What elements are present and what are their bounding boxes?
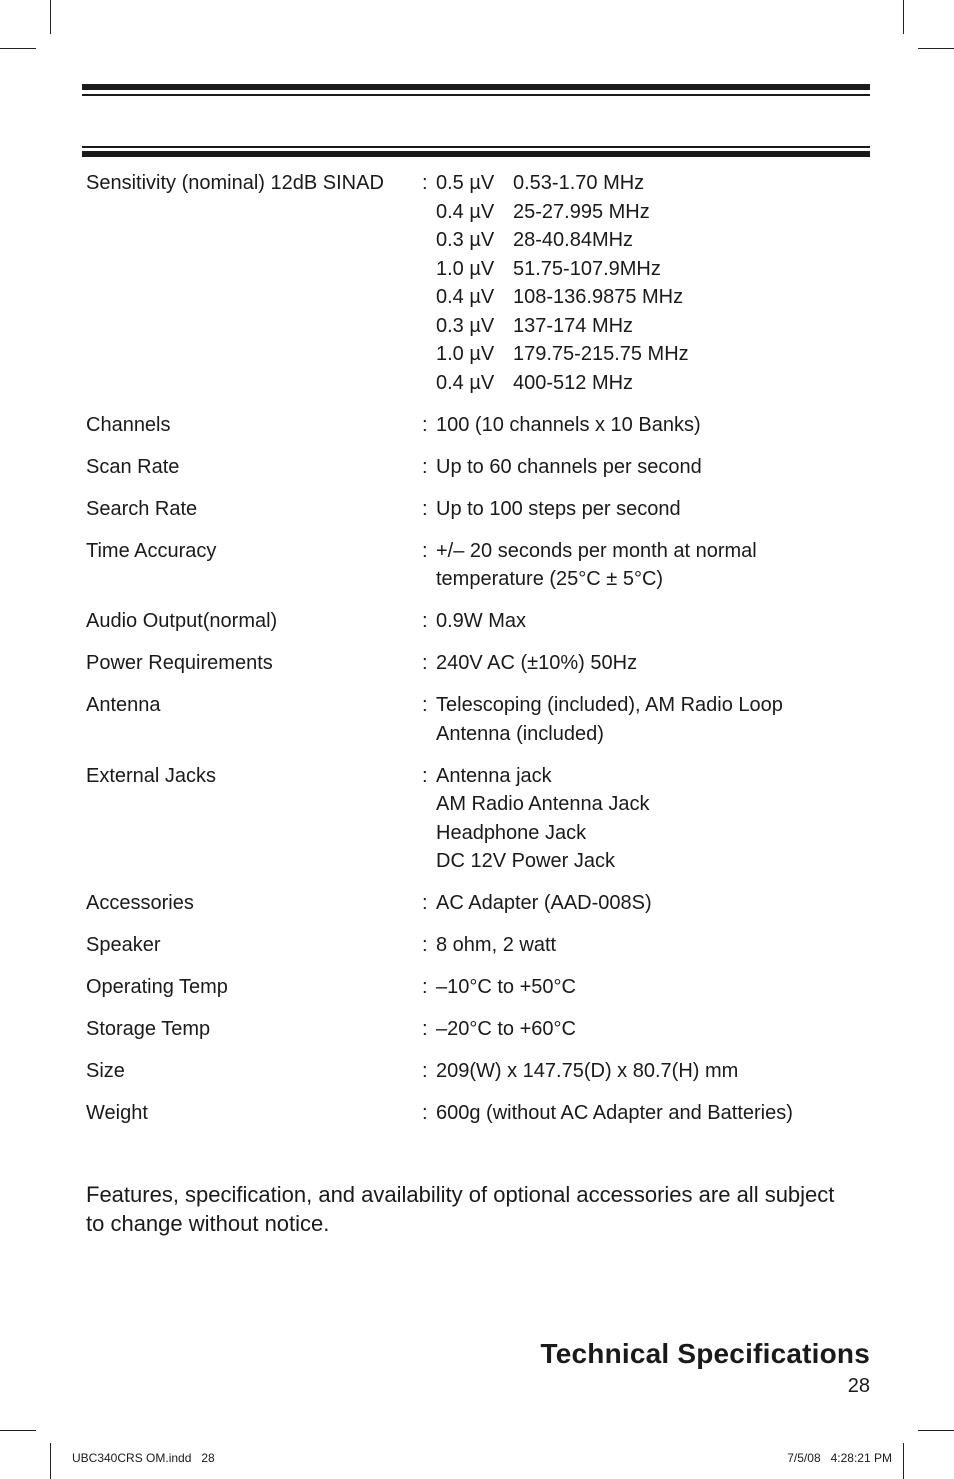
spec-value-line: Antenna (included): [436, 722, 604, 745]
sensitivity-line: [436, 169, 876, 198]
sensitivity-line: [436, 198, 876, 227]
crop-mark: [918, 1430, 954, 1431]
spec-value-line: AM Radio Antenna Jack: [436, 793, 650, 815]
change-notice: Features, specification, and availability of optional accessories are all subject to change without notice.: [86, 1182, 835, 1236]
spec-value-line: 100 (10 channels x 10 Banks): [436, 413, 701, 436]
spec-colon: :: [422, 497, 428, 520]
sensitivity-level: 0.4 µV: [436, 286, 495, 308]
specs-table: [86, 169, 876, 1141]
spec-value-line: –20°C to +60°C: [436, 1018, 576, 1040]
spec-value-line: DC 12V Power Jack: [436, 850, 615, 872]
spec-row-speaker: [86, 931, 876, 960]
spec-value: [436, 762, 876, 876]
spec-value: [436, 607, 876, 636]
spec-colon: :: [422, 652, 428, 674]
spec-label: Weight: [86, 1102, 148, 1124]
spec-label: Antenna: [86, 694, 161, 716]
spec-value-line: +/– 20 seconds per month at normal: [436, 539, 757, 562]
spec-value: [436, 495, 876, 524]
spec-value-line: Headphone Jack: [436, 821, 587, 844]
spec-value-line: Up to 60 channels per second: [436, 455, 702, 478]
crop-mark: [903, 1443, 904, 1479]
spec-value-line: 8 ohm, 2 watt: [436, 934, 557, 956]
spec-label: Size: [86, 1060, 125, 1082]
spec-row-power-requirements: [86, 649, 876, 678]
spec-value-line: 0.9W Max: [436, 610, 527, 632]
sensitivity-line: [436, 369, 876, 398]
spec-value-line: –10°C to +50°C: [436, 976, 576, 998]
sensitivity-range: 51.75-107.9MHz: [513, 257, 661, 280]
sensitivity-range: 0.53-1.70 MHz: [513, 172, 645, 194]
spec-label: Channels: [86, 413, 171, 436]
spec-row-external-jacks: [86, 762, 876, 876]
spec-label: Operating Temp: [86, 976, 228, 998]
sensitivity-level: 0.4 µV: [436, 371, 495, 394]
sensitivity-range: 25-27.995 MHz: [513, 200, 650, 223]
spec-colon: :: [422, 610, 428, 632]
spec-colon: :: [422, 1102, 428, 1124]
crop-mark: [903, 0, 904, 34]
crop-mark: [0, 1430, 36, 1431]
spec-row-size: [86, 1057, 876, 1086]
spec-label: Accessories: [86, 892, 194, 914]
sensitivity-range: 28-40.84MHz: [513, 229, 634, 251]
sensitivity-range: 137-174 MHz: [513, 314, 634, 337]
spec-colon: :: [422, 1018, 428, 1040]
sensitivity-level: 0.3 µV: [436, 314, 495, 337]
sensitivity-level: 1.0 µV: [436, 343, 495, 365]
spec-row-channels: [86, 411, 876, 440]
spec-value-line: Telescoping (included), AM Radio Loop: [436, 694, 783, 716]
footer-file-info: UBC340CRS OM.indd 28: [72, 1451, 215, 1465]
crop-mark: [0, 48, 36, 49]
spec-row-search-rate: [86, 495, 876, 524]
spec-colon: :: [422, 934, 428, 956]
spec-value-line: 240V AC (±10%) 50Hz: [436, 652, 638, 674]
spec-value-line: 209(W) x 147.75(D) x 80.7(H) mm: [436, 1060, 739, 1082]
page-number: 28: [847, 1375, 870, 1397]
spec-label: External Jacks: [86, 764, 217, 787]
spec-row-storage-temp: [86, 1015, 876, 1044]
spec-colon: :: [422, 1060, 428, 1082]
sensitivity-line: [436, 340, 876, 369]
spec-colon: :: [422, 764, 428, 787]
spec-value-line: AC Adapter (AAD-008S): [436, 892, 652, 914]
header-rule-thin: [82, 151, 870, 157]
sensitivity-range: 179.75-215.75 MHz: [513, 343, 689, 365]
spec-label: Power Requirements: [86, 652, 273, 674]
spec-colon: :: [422, 976, 428, 998]
sensitivity-range: 108-136.9875 MHz: [513, 286, 684, 308]
spec-value: [436, 411, 876, 440]
spec-row-antenna: [86, 691, 876, 748]
spec-label: Scan Rate: [86, 455, 180, 478]
sensitivity-line: [436, 283, 876, 312]
spec-value: [436, 973, 876, 1002]
spec-colon: :: [422, 413, 428, 436]
spec-value: [436, 931, 876, 960]
spec-value: [436, 169, 876, 397]
sensitivity-level: 1.0 µV: [436, 257, 495, 280]
spec-row-operating-temp: [86, 973, 876, 1002]
spec-row-scan-rate: [86, 453, 876, 482]
spec-row-sensitivity: [86, 169, 876, 397]
crop-mark: [50, 1443, 51, 1479]
spec-label: Search Rate: [86, 497, 198, 520]
spec-value: [436, 649, 876, 678]
spec-value: [436, 453, 876, 482]
spec-value: [436, 537, 876, 594]
footer-timestamp: 7/5/08 4:28:21 PM: [787, 1451, 892, 1465]
sensitivity-level: 0.4 µV: [436, 200, 495, 223]
spec-colon: :: [422, 455, 428, 478]
spec-colon: :: [422, 172, 428, 194]
spec-row-audio-output: [86, 607, 876, 636]
spec-label: Time Accuracy: [86, 539, 217, 562]
spec-value-line: Up to 100 steps per second: [436, 497, 681, 520]
crop-mark: [918, 48, 954, 49]
spec-label: Sensitivity (nominal) 12dB SINAD: [86, 172, 384, 194]
spec-label: Speaker: [86, 934, 161, 956]
spec-row-weight: [86, 1099, 876, 1128]
spec-value-line: temperature (25°C ± 5°C): [436, 568, 664, 590]
header-rule-thick: [82, 146, 870, 148]
spec-colon: :: [422, 694, 428, 716]
sensitivity-line: [436, 226, 876, 255]
spec-value: [436, 691, 876, 748]
spec-label: Audio Output(normal): [86, 610, 278, 632]
header-rule-thick: [82, 84, 870, 90]
spec-value: [436, 1057, 876, 1086]
spec-value: [436, 889, 876, 918]
spec-label: Storage Temp: [86, 1018, 211, 1040]
spec-colon: :: [422, 539, 428, 562]
header-rule-thin: [82, 94, 870, 96]
sensitivity-level: 0.3 µV: [436, 229, 495, 251]
spec-value-line: 600g (without AC Adapter and Batteries): [436, 1102, 793, 1124]
sensitivity-level: 0.5 µV: [436, 172, 495, 194]
sensitivity-line: [436, 255, 876, 284]
sensitivity-range: 400-512 MHz: [513, 371, 634, 394]
section-title: Technical Specifications: [540, 1338, 870, 1369]
spec-row-time-accuracy: [86, 537, 876, 594]
spec-value: [436, 1015, 876, 1044]
spec-value-line: Antenna jack: [436, 764, 552, 787]
spec-colon: :: [422, 892, 428, 914]
sensitivity-line: [436, 312, 876, 341]
crop-mark: [50, 0, 51, 34]
spec-value: [436, 1099, 876, 1128]
spec-row-accessories: [86, 889, 876, 918]
